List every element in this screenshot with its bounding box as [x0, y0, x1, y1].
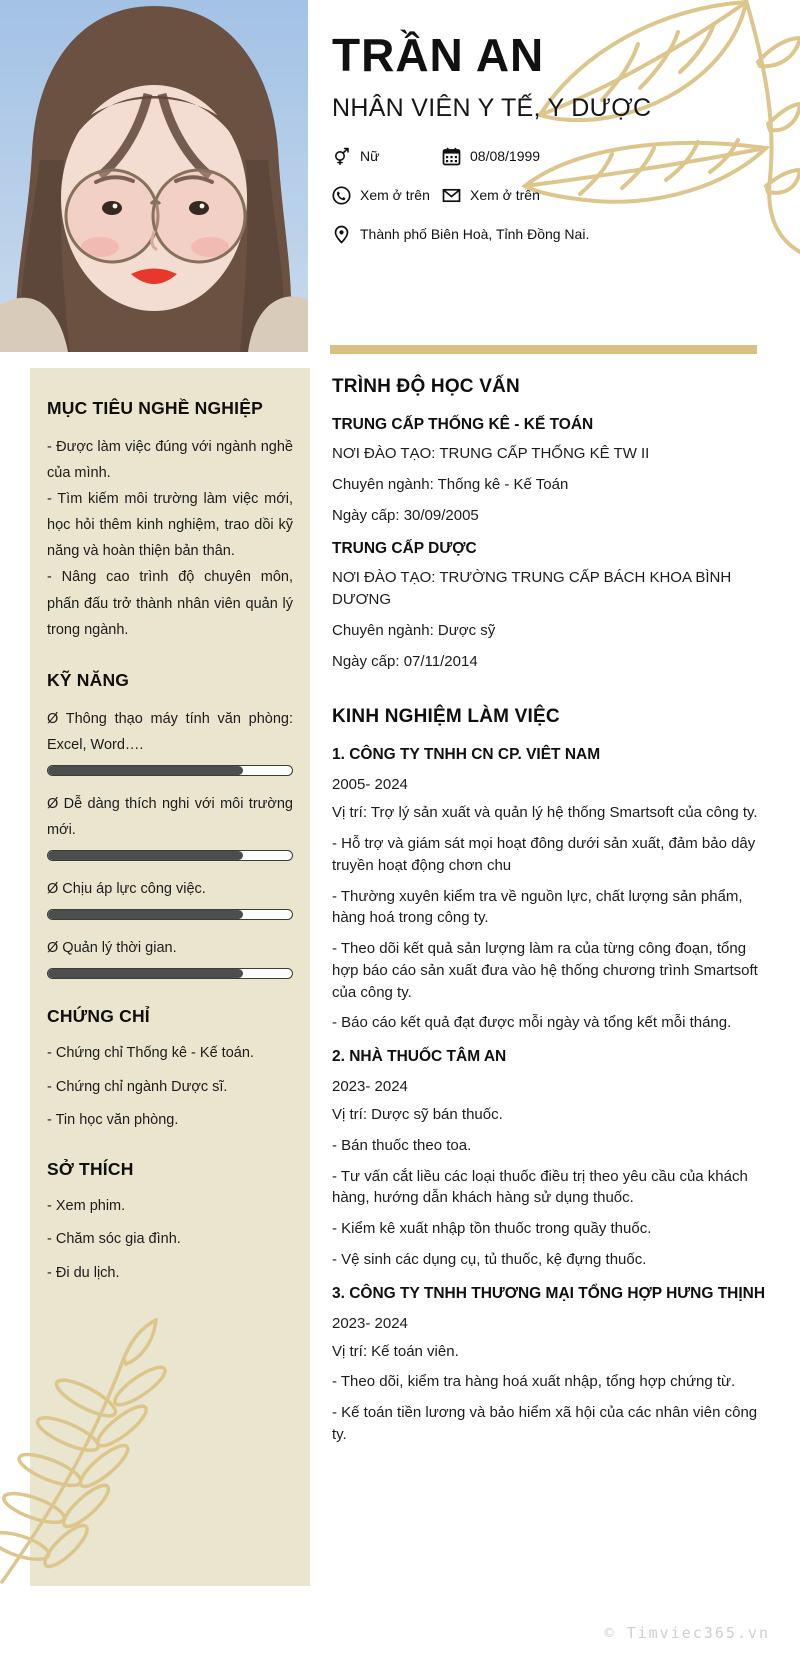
experience-period: 2005- 2024	[332, 776, 408, 794]
skill-label: Ø Dễ dàng thích nghi với môi trường mới.	[47, 795, 293, 839]
hobby-item: - Đi du lịch.	[47, 1264, 120, 1281]
job-title: NHÂN VIÊN Y TẾ, Y DƯỢC	[332, 93, 652, 122]
email-value: Xem ở trên	[470, 187, 540, 204]
address-value: Thành phố Biên Hoà, Tỉnh Đồng Nai.	[360, 226, 590, 243]
hobby-item: - Xem phim.	[47, 1197, 126, 1214]
skill-item	[47, 935, 293, 979]
education-line: Chuyên ngành: Dược sỹ	[332, 621, 496, 639]
contact-info	[332, 147, 778, 244]
objective-item: - Được làm việc đúng với ngành nghề của mình.	[47, 439, 293, 482]
certificate-item: - Chứng chỉ ngành Dược sĩ.	[47, 1078, 228, 1095]
skill-progress-fill	[48, 766, 243, 775]
experience-line: Vị trí: Dược sỹ bán thuốc.	[332, 1106, 503, 1123]
phone-item	[332, 186, 442, 205]
skill-progress-bar	[47, 850, 293, 861]
email-item	[442, 186, 540, 205]
certificate-item: - Tin học văn phòng.	[47, 1112, 179, 1129]
experience-title: 2. NHÀ THUỐC TÂM AN	[332, 1048, 507, 1065]
leaf-decoration-bottom-left	[0, 1318, 206, 1586]
certificate-item: - Chứng chỉ Thống kê - Kế toán.	[47, 1045, 254, 1062]
experience-line: - Báo cáo kết quả đạt được mỗi ngày và tổng kết mỗi tháng.	[332, 1014, 732, 1032]
contact-row	[332, 186, 778, 205]
portrait-illustration	[0, 0, 308, 352]
skill-progress-bar	[47, 968, 293, 979]
skill-item	[47, 876, 293, 920]
gender-item	[332, 147, 442, 166]
experience-line: - Thường xuyên kiểm tra về nguồn lực, chất lượng sản phẩm, hàng hoá trong công ty.	[332, 887, 743, 927]
skill-progress-bar	[47, 909, 293, 920]
skill-label: Ø Thông thạo máy tính văn phòng: Excel, Word….	[47, 710, 293, 753]
experience-line: - Kiểm kê xuất nhập tồn thuốc trong quầy thuốc.	[332, 1220, 652, 1237]
objective-heading: MỤC TIÊU NGHỀ NGHIỆP	[47, 398, 263, 418]
experience-title: 1. CÔNG TY TNHH CN CP. VIÊT NAM	[332, 746, 601, 764]
experience-period: 2023- 2024	[332, 1078, 408, 1095]
skill-progress-fill	[48, 969, 243, 978]
candidate-name: TRẦN AN	[332, 29, 545, 81]
education-heading: TRÌNH ĐỘ HỌC VẤN	[332, 376, 520, 397]
education-title: TRUNG CẤP THỐNG KÊ - KẾ TOÁN	[332, 416, 594, 433]
experience-line: Vị trí: Kế toán viên.	[332, 1342, 459, 1360]
phone-icon	[332, 186, 351, 205]
hobbies-heading: SỞ THÍCH	[47, 1158, 134, 1179]
experience-line: - Theo dõi, kiểm tra hàng hoá xuất nhập, tổng hợp chứng từ.	[332, 1373, 736, 1391]
skill-label: Ø Chịu áp lực công việc.	[47, 881, 206, 898]
education-line: NƠI ĐÀO TẠO: TRƯỜNG TRUNG CẤP BÁCH KHOA BÌNH DƯƠNG	[332, 569, 732, 608]
education-title: TRUNG CẤP DƯỢC	[332, 540, 477, 558]
calendar-icon	[442, 147, 461, 166]
watermark: © Timviec365.vn	[604, 1624, 770, 1642]
education-entry	[332, 416, 770, 526]
contact-row	[332, 225, 778, 244]
birthday-value: 08/08/1999	[470, 148, 541, 165]
birthday-item	[442, 147, 540, 166]
experience-heading: KINH NGHIỆM LÀM VIỆC	[332, 706, 560, 728]
skill-progress-fill	[48, 910, 243, 919]
education-line: Ngày cấp: 07/11/2014	[332, 652, 478, 670]
experience-line: - Theo dõi kết quả sản lượng làm ra của từng công đoạn, tổng hợp báo cáo sản xuất đưa vào hệ thống chương trình Smartsoft của công ty.	[332, 940, 758, 1001]
envelope-icon	[442, 186, 461, 205]
objective-item: - Tìm kiếm môi trường làm việc mới, học hỏi thêm kinh nghiệm, trao dồi kỹ năng và hoàn thiện bản thân.	[47, 491, 293, 560]
experience-entry	[332, 746, 770, 1034]
experience-entry	[332, 1048, 770, 1271]
skill-label: Ø Quản lý thời gian.	[47, 940, 177, 957]
experience-line: Vị trí: Trợ lý sản xuất và quản lý hệ thống Smartsoft của công ty.	[332, 804, 758, 822]
contact-row	[332, 147, 778, 166]
education-entry	[332, 540, 770, 672]
skills-heading: KỸ NĂNG	[47, 669, 130, 690]
gender-value: Nữ	[360, 148, 380, 165]
hobby-item: - Chăm sóc gia đình.	[47, 1231, 181, 1248]
phone-value: Xem ở trên	[360, 187, 430, 204]
experience-line: - Tư vấn cắt liều các loại thuốc điều trị theo yêu cầu của khách hàng, hướng dẫn khách hàng sử dụng thuốc.	[332, 1167, 748, 1207]
gold-divider	[330, 345, 757, 354]
experience-period: 2023- 2024	[332, 1314, 408, 1332]
experience-line: - Hỗ trợ và giám sát mọi hoạt đông dưới sản xuất, đảm bảo dây truyền hoạt động chơn chu	[332, 835, 756, 874]
skill-item	[47, 706, 293, 776]
education-line: Ngày cấp: 30/09/2005	[332, 506, 479, 524]
education-line: NƠI ĐÀO TẠO: TRUNG CẤP THỐNG KÊ TW II	[332, 445, 650, 462]
experience-line: - Bán thuốc theo toa.	[332, 1136, 472, 1154]
gender-icon	[332, 147, 351, 166]
skill-progress-bar	[47, 765, 293, 776]
skill-progress-fill	[48, 851, 243, 860]
objective-item: - Nâng cao trình độ chuyên môn, phấn đấu trở thành nhân viên quản lý trong ngành.	[47, 569, 293, 638]
certificates-heading: CHỨNG CHỈ	[47, 1006, 150, 1027]
experience-line: - Kế toán tiền lương và bảo hiểm xã hội của các nhân viên công ty.	[332, 1404, 758, 1443]
experience-title: 3. CÔNG TY TNHH THƯƠNG MẠI TỔNG HỢP HƯNG THỊNH	[332, 1284, 766, 1302]
main-column	[332, 376, 770, 1455]
experience-line: - Vệ sinh các dụng cụ, tủ thuốc, kệ đựng thuốc.	[332, 1250, 647, 1268]
experience-entry	[332, 1285, 770, 1446]
experience-section	[332, 706, 770, 1445]
address-item	[332, 225, 589, 244]
education-line: Chuyên ngành: Thống kê - Kế Toán	[332, 475, 569, 493]
skill-item	[47, 791, 293, 861]
location-pin-icon	[332, 225, 351, 244]
profile-photo	[0, 0, 308, 352]
header	[332, 30, 778, 244]
